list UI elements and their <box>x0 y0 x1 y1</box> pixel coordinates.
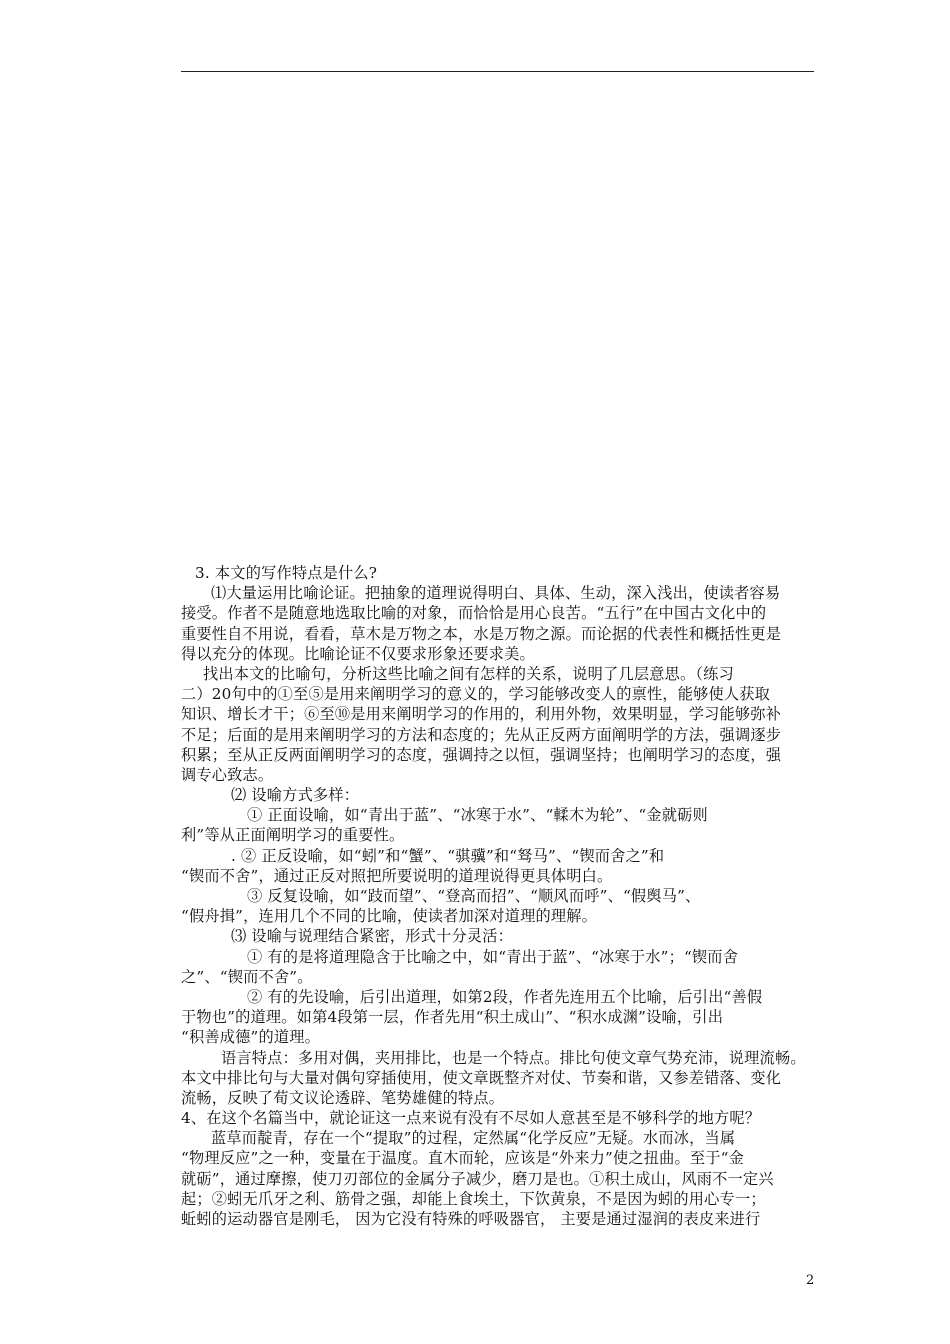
text-line: 接受。作者不是随意地选取比喻的对象，而恰恰是用心良苦。“五行”在中国古文化中的 <box>181 604 767 623</box>
text-line: “锲而不舍”，通过正反对照把所要说明的道理说得更具体明白。 <box>181 866 613 885</box>
text-line: 4、在这个名篇当中，就论证这一点来说有没有不尽如人意甚至是不够科学的地方呢？ <box>181 1109 761 1128</box>
header-rule <box>181 71 814 72</box>
text-line: ⑴大量运用比喻论证。把抽象的道理说得明白、具体、生动，深入浅出，使读者容易 <box>211 584 781 603</box>
text-line: 起；②蚓无爪牙之利、筋骨之强，却能上食埃土，下饮黄泉，不是因为蚓的用心专一； <box>181 1189 766 1208</box>
text-line: 调专心致志。 <box>181 765 274 784</box>
text-line: ⑵ 设喻方式多样： <box>231 786 360 805</box>
text-line: 之”、“锲而不舍”。 <box>181 967 313 986</box>
text-line: ① 有的是将道理隐含于比喻之中，如“青出于蓝”、“冰寒于水”；“锲而舍 <box>247 947 739 966</box>
text-line: “假舟揖”，连用几个不同的比喻，使读者加深对道理的理解。 <box>181 907 598 926</box>
text-line: 就砺”，通过摩擦，使刀刃部位的金属分子减少，磨刀是也。①积土成山，风雨不一定兴 <box>181 1169 774 1188</box>
text-line: . ② 正反设喻，如“蚓”和“蟹”、“骐骥”和“驽马”、“锲而舍之”和 <box>231 846 665 865</box>
text-line: 蚯蚓的运动器官是刚毛， 因为它没有特殊的呼吸器官， 主要是通过湿润的表皮来进行 <box>181 1210 761 1228</box>
text-line: 蓝草而靛青，存在一个“提取”的过程，定然属“化学反应”无疑。水而冰，当属 <box>211 1129 736 1148</box>
text-line: 积累；至从正反两面阐明学习的态度，强调持之以恒，强调坚持；也阐明学习的态度，强 <box>181 745 782 764</box>
text-line: ⑶ 设喻与说理结合紧密，形式十分灵活： <box>231 927 514 946</box>
text-line: 于物也”的道理。如第4段第一层，作者先用“积土成山”、“积水成渊”设喻，引出 <box>181 1008 724 1027</box>
text-line: 利”等从正面阐明学习的重要性。 <box>181 826 405 845</box>
text-line: “积善成德”的道理。 <box>181 1028 321 1047</box>
text-line: 本文中排比句与大量对偶句穿插使用，使文章既整齐对仗、节奏和谐，又参差错落、变化 <box>181 1068 782 1087</box>
page-number: 2 <box>806 1273 815 1288</box>
text-line: 二）20句中的①至⑤是用来阐明学习的意义的，学习能够改变人的禀性，能够使人获取 <box>181 685 771 704</box>
body-text <box>181 563 817 1229</box>
text-line: ① 正面设喻，如“青出于蓝”、“冰寒于水”、“輮木为轮”、“金就砺则 <box>247 806 708 825</box>
text-line: 不足；后面的是用来阐明学习的方法和态度的；先从正反两方面阐明学的方法，强调逐步 <box>181 725 782 744</box>
text-line: 找出本文的比喻句，分析这些比喻之间有怎样的关系，说明了几层意思。（练习 <box>203 664 734 683</box>
text-line: ③ 反复设喻，如“跂而望”、“登高而招”、“顺风而呼”、“假舆马”、 <box>247 887 701 905</box>
text-line: 得以充分的体现。比喻论证不仅要求形象还要求美。 <box>181 644 535 663</box>
text-line: 流畅，反映了荀文议论透辟、笔势雄健的特点。 <box>181 1088 505 1107</box>
text-line: ② 有的先设喻，后引出道理，如第2段，作者先连用五个比喻，后引出“善假 <box>247 987 763 1006</box>
text-line: 语言特点：多用对偶，夹用排比，也是一个特点。排比句使文章气势充沛，说理流畅。 <box>221 1048 806 1067</box>
text-line: 重要性自不用说，看看，草木是万物之本，水是万物之源。而论据的代表性和概括性更是 <box>181 624 782 643</box>
text-line: 知识、增长才干；⑥至⑩是用来阐明学习的作用的，利用外物，效果明显，学习能够弥补 <box>181 705 782 724</box>
text-line: “物理反应”之一种，变量在于温度。直木而轮，应该是“外来力”使之扭曲。至于“金 <box>181 1149 744 1168</box>
text-line: 3. 本文的写作特点是什么? <box>195 564 378 582</box>
